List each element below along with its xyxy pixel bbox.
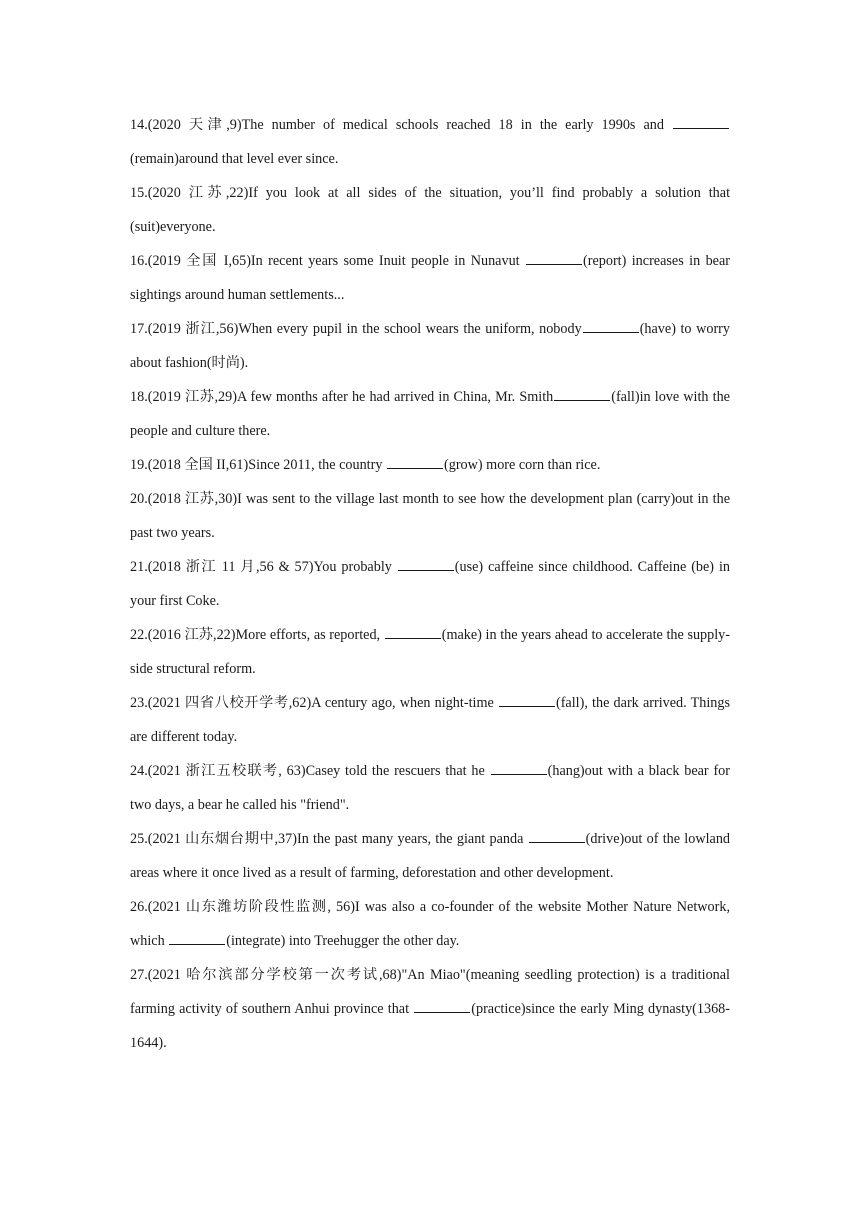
question-27: 27.(2021 哈尔滨部分学校第一次考试,68)"An Miao"(meaning seedling protection) is a traditional farming activity of southern Anhui province that (practice)since the early Ming dynasty(1368-1644). [130,967,730,1051]
question-text-before: The number of medical schools reached 18 in the early 1990s and [241,117,672,133]
question-text-before: If you look at all sides of the situation, you’ll find probably a solution that (suit)everyone. [130,185,731,235]
question-18: 18.(2019 江苏,29)A few months after he had arrived in China, Mr. Smith (fall)in love with the people and culture there. [130,389,730,439]
answer-blank[interactable] [385,625,441,639]
question-source: (2020 天津,9) [147,117,242,133]
question-26: 26.(2021 山东潍坊阶段性监测, 56)I was also a co-founder of the website Mother Nature Network, which (integrate) into Treehugger the other day. [130,899,730,949]
answer-blank[interactable] [673,115,729,129]
question-25: 25.(2021 山东烟台期中,37)In the past many years, the giant panda (drive)out of the lowland areas where it once lived as a result of farming, deforestation and other development. [130,831,731,881]
question-text-before: In the past many years, the giant panda [296,831,528,847]
question-text-after: (have) to worry about fashion(时尚). [130,321,730,371]
answer-blank[interactable] [387,455,443,469]
question-23: 23.(2021 四省八校开学考,62)A century ago, when night-time (fall), the dark arrived. Things are different today. [130,695,730,745]
question-source: (2021 山东烟台期中,37) [147,831,297,847]
question-number: 14 [130,117,145,133]
question-text-before: Since 2011, the country [248,457,386,473]
answer-blank[interactable] [554,387,610,401]
question-text-after: (drive)out of the lowland areas where it once lived as a result of farming, deforestation and other development. [130,831,731,881]
question-text-before: In recent years some Inuit people in Nunavut [250,253,526,269]
question-text-after: (fall)in love with the people and culture there. [130,389,730,439]
question-text-before: I was also a co-founder of the website Mother Nature Network, which [130,899,730,949]
question-source: (2018 浙江 11 月,56 & 57) [147,559,314,575]
question-text-after: (make) in the years ahead to accelerate the supply-side structural reform. [130,627,731,677]
question-number: 26 [130,899,145,915]
question-text-before: When every pupil in the school wears the uniform, nobody [238,321,582,337]
question-number: 19 [130,457,145,473]
question-number: 25 [130,831,145,847]
question-20: 20.(2018 江苏,30)I was sent to the village last month to see how the development plan (carry)out in the past two years. [130,491,730,541]
question-number: 17 [130,321,145,337]
question-21: 21.(2018 浙江 11 月,56 & 57)You probably (use) caffeine since childhood. Caffeine (be) in your first Coke. [130,559,730,609]
question-number: 18 [130,389,145,405]
question-text-before: "An Miao"(meaning seedling protection) is a traditional farming activity of southern Anhui province that [130,967,730,1017]
answer-blank[interactable] [169,931,225,945]
question-14: 14.(2020 天津,9)The number of medical schools reached 18 in the early 1990s and (remain)around that level ever since. [130,108,730,176]
question-16: 16.(2019 全国 I,65)In recent years some Inuit people in Nunavut (report) increases in bear sightings around human settlements... [130,253,730,303]
question-source: (2021 山东潍坊阶段性监测, 56) [147,899,355,915]
question-number: 23 [130,695,145,711]
question-text-before: You probably [313,559,397,575]
question-17: 17.(2019 浙江,56)When every pupil in the school wears the uniform, nobody (have) to worry about fashion(时尚). [130,321,730,371]
question-text-after: (practice)since the early Ming dynasty(1368-1644). [130,1001,730,1051]
question-number: 27 [130,967,145,983]
question-text-after: (remain)around that level ever since. [130,151,339,167]
question-number: 24 [130,763,145,779]
answer-blank[interactable] [491,761,547,775]
question-number: 22 [130,627,145,643]
question-text-after: (use) caffeine since childhood. Caffeine (be) in your first Coke. [130,559,730,609]
question-text-before: Casey told the rescuers that he [305,763,490,779]
question-text-before: More efforts, as reported, [235,627,384,643]
question-text-before: A century ago, when night-time [311,695,498,711]
question-24: 24.(2021 浙江五校联考, 63)Casey told the rescuers that he (hang)out with a black bear for two days, a bear he called his "friend". [130,763,731,813]
question-text-after: (integrate) into Treehugger the other day. [226,933,460,949]
question-source: (2020 江苏,22) [147,185,249,201]
question-source: (2018 全国 II,61) [147,457,249,473]
question-15: 15.(2020 江苏,22)If you look at all sides of the situation, you’ll find probably a solution that (suit)everyone. [130,185,731,235]
answer-blank[interactable] [526,251,582,265]
question-22: 22.(2016 江苏,22)More efforts, as reported, (make) in the years ahead to accelerate the supply-side structural reform. [130,627,731,677]
answer-blank[interactable] [499,693,555,707]
question-source: (2021 四省八校开学考,62) [147,695,312,711]
answer-blank[interactable] [529,829,585,843]
question-text-after: (grow) more corn than rice. [444,457,601,473]
question-source: (2021 哈尔滨部分学校第一次考试,68) [147,967,402,983]
question-source: (2019 浙江,56) [147,321,239,337]
question-source: (2021 浙江五校联考, 63) [147,763,306,779]
question-source: (2016 江苏,22) [147,627,236,643]
question-number: 15 [130,185,145,201]
question-number: 16 [130,253,145,269]
question-19: 19.(2018 全国 II,61)Since 2011, the country (grow) more corn than rice. [130,457,601,473]
question-number: 20 [130,491,145,507]
question-source: (2018 江苏,30) [147,491,238,507]
question-text-after: (fall), the dark arrived. Things are different today. [130,695,730,745]
question-number: 21 [130,559,145,575]
question-text-before: I was sent to the village last month to see how the development plan (carry)out in the past two years. [130,491,730,541]
question-source: (2019 全国 I,65) [147,253,251,269]
answer-blank[interactable] [414,999,470,1013]
answer-blank[interactable] [583,319,639,333]
question-text-after: (hang)out with a black bear for two days, a bear he called his "friend". [130,763,731,813]
question-text-after: (report) increases in bear sightings around human settlements... [130,253,730,303]
exercise-list [130,108,730,1060]
answer-blank[interactable] [398,557,454,571]
question-text-before: A few months after he had arrived in China, Mr. Smith [236,389,554,405]
question-source: (2019 江苏,29) [147,389,237,405]
